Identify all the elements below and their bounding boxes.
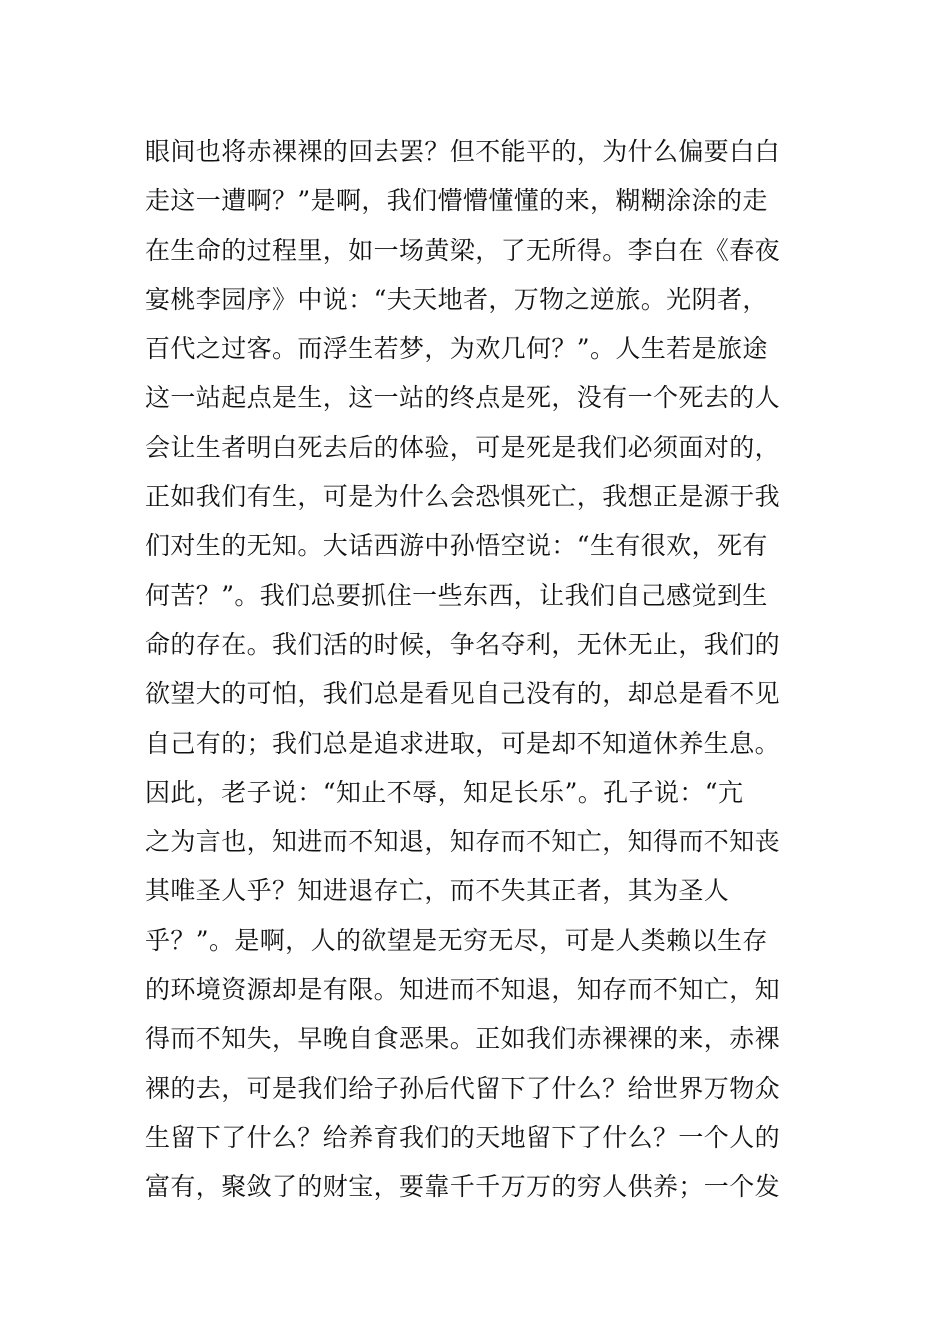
text-line: 们对生的无知。大话西游中孙悟空说：“生有很欢，死有 xyxy=(145,531,768,561)
text-line: 这一站起点是生，这一站的终点是死，没有一个死去的人 xyxy=(145,383,781,413)
text-line: 裸的去，可是我们给子孙后代留下了什么？给世界万物众 xyxy=(145,1073,781,1103)
text-line: 得而不知失，早晚自食恶果。正如我们赤裸裸的来，赤裸 xyxy=(145,1024,781,1054)
text-line: 眼间也将赤裸裸的回去罢？但不能平的，为什么偏要白白 xyxy=(145,137,781,166)
text-line: 命的存在。我们活的时候，争名夺利，无休无止，我们的 xyxy=(145,629,781,659)
text-line: 乎？”。是啊，人的欲望是无穷无尽，可是人类赖以生存 xyxy=(145,925,768,955)
text-line: 何苦？”。我们总要抓住一些东西，让我们自己感觉到生 xyxy=(145,580,768,610)
text-line: 自己有的；我们总是追求进取，可是却不知道休养生息。 xyxy=(145,728,781,758)
body-text xyxy=(145,127,817,1212)
text-line: 正如我们有生，可是为什么会恐惧死亡，我想正是源于我 xyxy=(145,482,781,512)
text-line: 因此，老子说：“知止不辱，知足长乐”。孔子说：“亢 xyxy=(145,777,744,807)
text-line: 其唯圣人乎？知进退存亡，而不失其正者，其为圣人 xyxy=(145,876,730,906)
text-line: 的环境资源却是有限。知进而不知退，知存而不知亡，知 xyxy=(145,975,781,1005)
text-line: 会让生者明白死去后的体验，可是死是我们必须面对的， xyxy=(145,432,781,462)
text-line: 百代之过客。而浮生若梦，为欢几何？”。人生若是旅途 xyxy=(145,334,768,364)
text-line: 在生命的过程里，如一场黄梁，了无所得。李白在《春夜 xyxy=(145,235,781,265)
text-line: 欲望大的可怕，我们总是看见自己没有的，却总是看不见 xyxy=(145,679,781,709)
text-line: 之为言也，知进而不知退，知存而不知亡，知得而不知丧 xyxy=(145,827,781,857)
text-line: 走这一遭啊？”是啊，我们懵懵懂懂的来，糊糊涂涂的走 xyxy=(145,186,768,216)
text-line: 宴桃李园序》中说：“夫天地者，万物之逆旅。光阴者， xyxy=(145,284,768,314)
text-line: 生留下了什么？给养育我们的天地留下了什么？一个人的 xyxy=(145,1122,781,1152)
text-line: 富有，聚敛了的财宝，要靠千千万万的穷人供养；一个发 xyxy=(145,1172,781,1202)
